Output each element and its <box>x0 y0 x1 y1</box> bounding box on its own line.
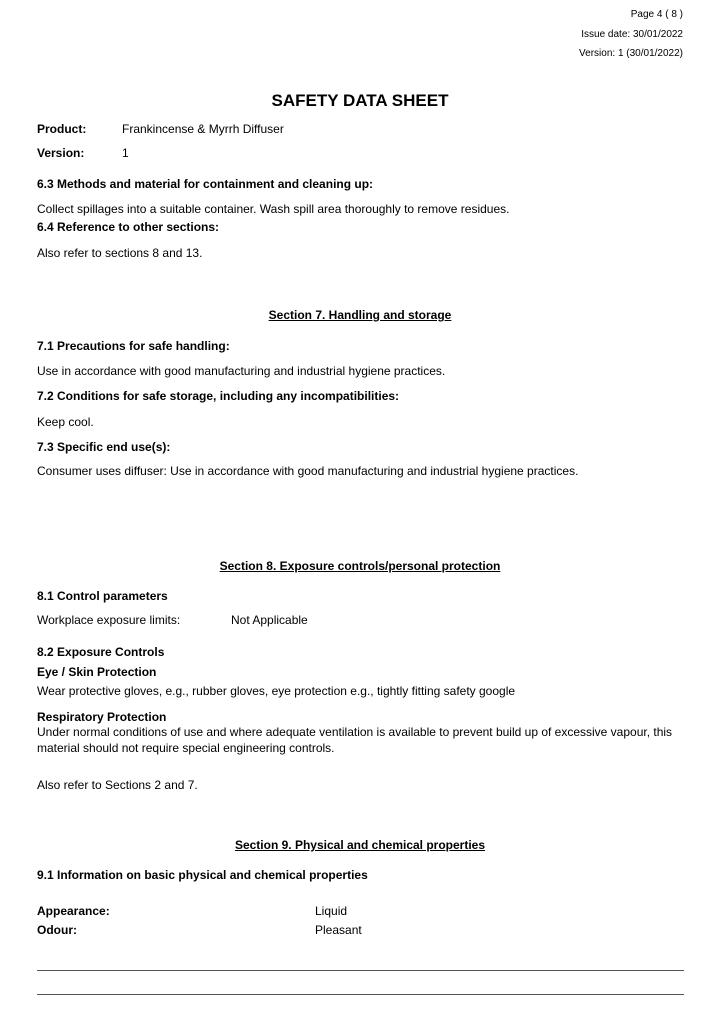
eye-skin-text: Wear protective gloves, e.g., rubber gloves, eye protection e.g., tightly fitting safety google <box>37 684 516 698</box>
odour-label: Odour: <box>37 923 77 937</box>
document-title: SAFETY DATA SHEET <box>271 91 449 110</box>
section-7-1-heading: 7.1 Precautions for safe handling: <box>37 339 230 353</box>
footer-rule-bottom <box>37 994 684 995</box>
section-6-3-heading: 6.3 Methods and material for containment and cleaning up: <box>37 177 374 191</box>
section-7-1-text: Use in accordance with good manufacturing and industrial hygiene practices. <box>37 364 446 378</box>
section-7-title: Section 7. Handling and storage <box>268 308 452 322</box>
section-7-3-heading: 7.3 Specific end use(s): <box>37 440 171 454</box>
respiratory-heading: Respiratory Protection <box>37 710 167 724</box>
eye-skin-heading: Eye / Skin Protection <box>37 665 157 679</box>
appearance-value: Liquid <box>315 904 348 918</box>
also-refer-text: Also refer to Sections 2 and 7. <box>37 778 198 792</box>
footer-rule-top <box>37 970 684 971</box>
odour-value: Pleasant <box>315 923 362 937</box>
issue-date: Issue date: 30/01/2022 <box>581 29 683 40</box>
page-number: Page 4 ( 8 ) <box>630 9 683 20</box>
section-8-title: Section 8. Exposure controls/personal protection <box>219 559 501 573</box>
section-8-1-heading: 8.1 Control parameters <box>37 589 168 603</box>
section-7-2-text: Keep cool. <box>37 415 94 429</box>
section-6-4-text: Also refer to sections 8 and 13. <box>37 246 203 260</box>
exposure-limits-value: Not Applicable <box>231 613 308 627</box>
section-6-4-heading: 6.4 Reference to other sections: <box>37 220 220 234</box>
version-label: Version: <box>37 146 85 160</box>
appearance-label: Appearance: <box>37 904 110 918</box>
section-6-3-text: Collect spillages into a suitable container. Wash spill area thoroughly to remove residues. <box>37 202 510 216</box>
exposure-limits-label: Workplace exposure limits: <box>37 613 181 627</box>
section-9-title: Section 9. Physical and chemical properties <box>234 838 486 852</box>
section-7-3-text: Consumer uses diffuser: Use in accordance with good manufacturing and industrial hygiene practices. <box>37 464 579 478</box>
product-value: Frankincense & Myrrh Diffuser <box>122 122 284 136</box>
section-9-1-heading: 9.1 Information on basic physical and chemical properties <box>37 868 368 882</box>
respiratory-text: Under normal conditions of use and where adequate ventilation is available to prevent build up of excessive vapour, this material should not require special engineering controls. <box>37 725 673 755</box>
version-date: Version: 1 (30/01/2022) <box>579 48 683 59</box>
section-8-2-heading: 8.2 Exposure Controls <box>37 645 165 659</box>
version-value: 1 <box>122 146 129 160</box>
product-label: Product: <box>37 122 87 136</box>
section-7-2-heading: 7.2 Conditions for safe storage, including any incompatibilities: <box>37 389 400 403</box>
